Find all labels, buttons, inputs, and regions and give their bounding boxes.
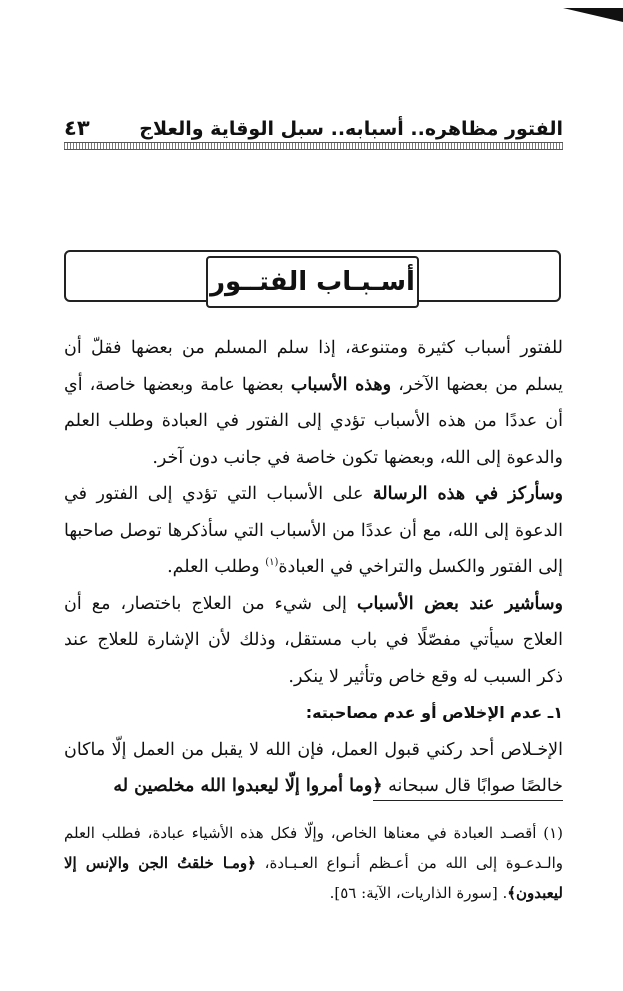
header-rule	[64, 142, 563, 150]
footnotes	[64, 818, 563, 908]
corner-mark	[563, 8, 623, 22]
body-text	[64, 330, 563, 805]
running-header	[64, 110, 563, 140]
footnote-rule	[373, 800, 563, 801]
paragraph-4: الإخـلاص أحد ركني قبول العمل، فإن الله لا يقبل من العمل إلّا ماكان خالصًا صوابًا قال سبحانه ﴿وما أمروا إلّا ليعبدوا الله مخلصين له	[64, 739, 563, 796]
footnote-ref[interactable]: (١)	[265, 557, 279, 569]
footnote-1: (١) أقصـد العبادة في معناها الخاص، وإلّا فكل هذه الأشياء عبادة، فطلب العلم والـدعـوة إلى الله من أعـظم أنـواع العـبـادة، ﴿ومـا خلقتُ الجن والإنس إلا ليعبدون﴾. [سورة الذاريات، الآية: ٥٦].	[64, 824, 563, 902]
paragraph-3: وسأشير عند بعض الأسباب إلى شيء من العلاج باختصار، مع أن العلاج سيأتي مفصّلًا في باب مستقل، وذلك لأن الإشارة للعلاج عند ذكر السبب له وقع خاص وتأثير لا ينكر.	[64, 593, 563, 687]
running-title: الفتور مظاهره.. أسبابه.. سبل الوقاية والعلاج	[139, 118, 563, 140]
page-number: ٤٣	[64, 116, 90, 140]
paragraph-2: وسأركز في هذه الرسالة على الأسباب التي تؤدي إلى الفتور في الدعوة إلى الله، مع أن عددًا من الأسباب التي سأذكرها توصل صاحبها إلى الفتور والكسل والتراخي في العبادة$^{(١)}$ وطلب العلم.	[64, 484, 563, 577]
section-subheading: ١ـ عدم الإخلاص أو عدم مصاحبته:	[305, 703, 563, 722]
chapter-title: أسـبـاب الفتــور	[210, 267, 415, 297]
paragraph-1: للفتور أسباب كثيرة ومتنوعة، إذا سلم المسلم من بعضها فقلّ أن يسلم من بعضها الآخر، وهذه الأسباب بعضها عامة وبعضها خاصة، أي أن عددًا من هذه الأسباب تؤدي إلى الفتور في العبادة وطلب العلم والدعوة إلى الله، وبعضها تكون خاصة في جانب دون آخر.	[64, 338, 563, 468]
chapter-frame	[64, 250, 561, 302]
chapter-title-box	[206, 256, 419, 308]
